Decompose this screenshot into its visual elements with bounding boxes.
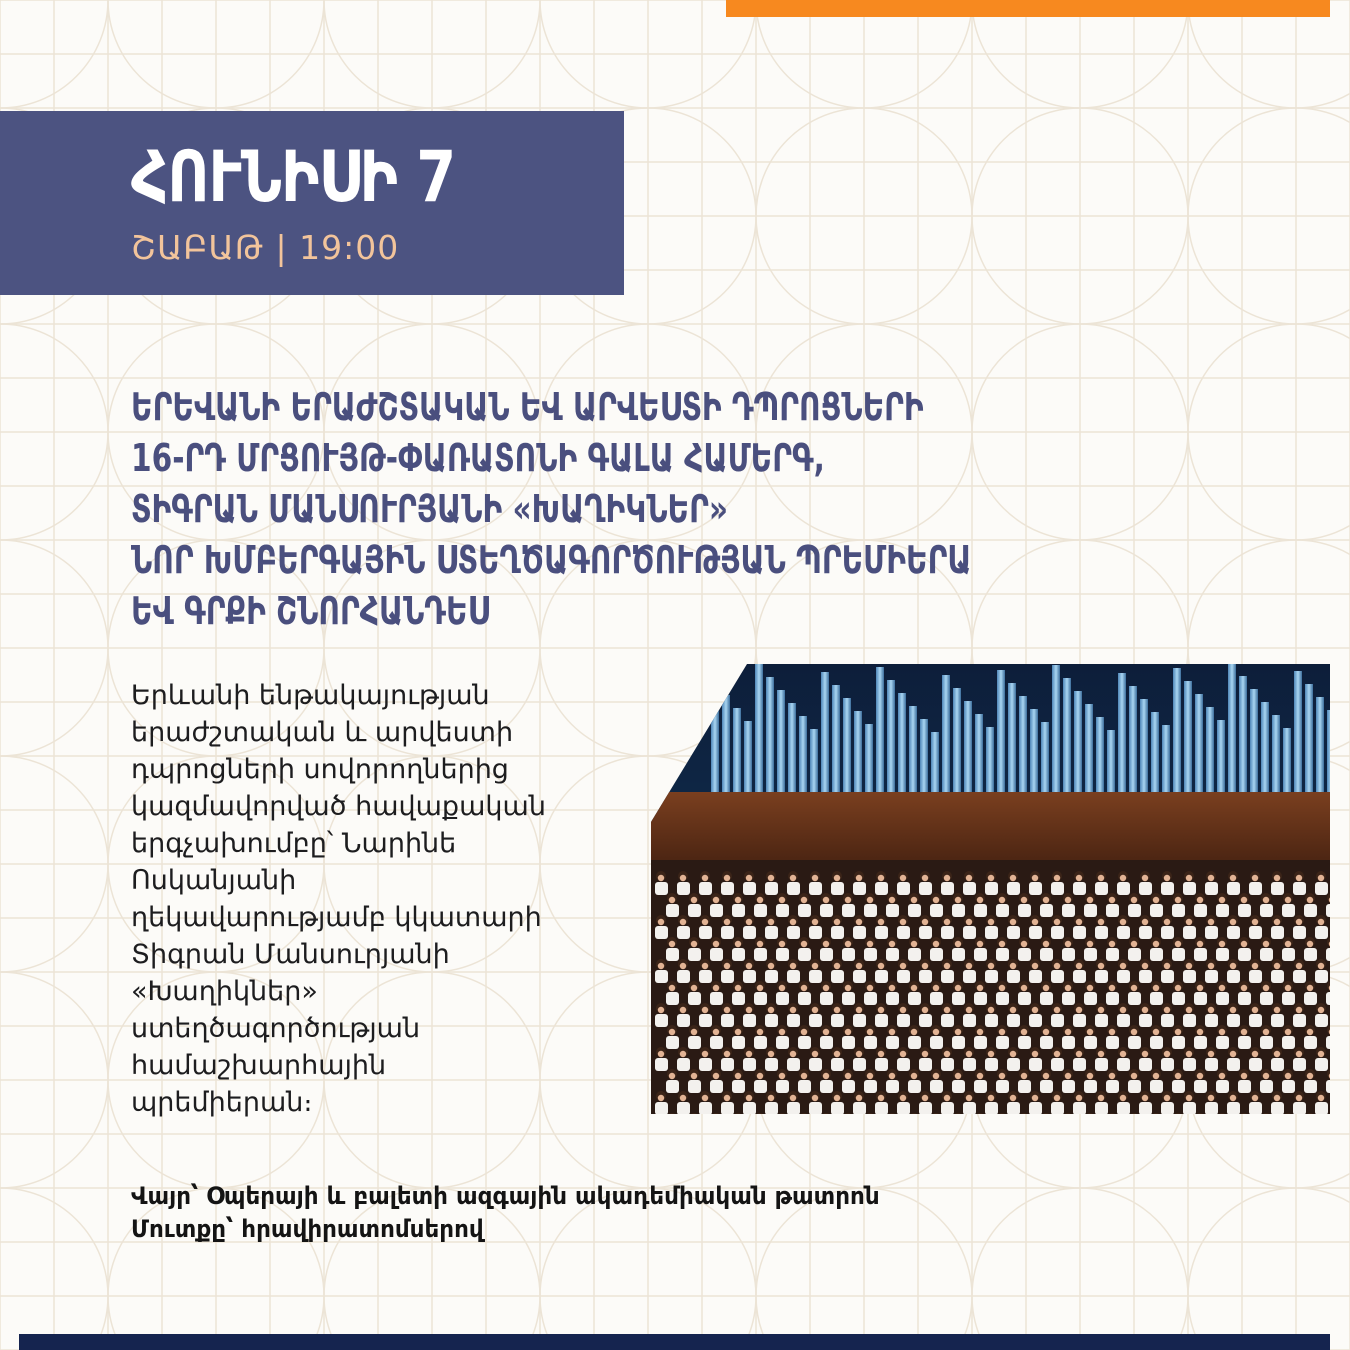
venue-info bbox=[131, 1180, 1031, 1246]
venue-place: Վայր՝ Օպերայի և բալետի ազգային ակադեմիական թատրոն bbox=[131, 1182, 880, 1210]
bottom-accent-bar bbox=[19, 1334, 1330, 1350]
choir-concert-photo bbox=[651, 664, 1330, 1114]
description-line: Երևանի ենթակայության bbox=[131, 680, 490, 711]
event-description bbox=[131, 677, 631, 1121]
description-line: երաժշտական և արվեստի bbox=[131, 717, 514, 748]
event-date: ՀՈՒՆԻՍԻ 7 bbox=[131, 136, 456, 218]
date-banner bbox=[0, 111, 624, 295]
description-line: երգչախումբը՝ Նարինե bbox=[131, 828, 457, 859]
description-line: դպրոցների սովորողներից bbox=[131, 754, 509, 785]
headline-line: ԵՎ ԳՐՔԻ ՇՆՈՐՀԱՆԴԵՍ bbox=[131, 589, 490, 633]
description-line: համաշխարհային bbox=[131, 1050, 387, 1081]
description-line: ղեկավարությամբ կկատարի bbox=[131, 902, 542, 933]
headline-line: 16-ՐԴ ՄՐՑՈՒՅԹ-ՓԱՌԱՏՈՆԻ ԳԱԼԱ ՀԱՄԵՐԳ, bbox=[131, 436, 825, 480]
top-accent-bar bbox=[726, 0, 1330, 17]
event-day-time: ՇԱԲԱԹ | 19:00 bbox=[131, 228, 400, 267]
headline-line: ԵՐԵՎԱՆԻ ԵՐԱԺՇՏԱԿԱՆ ԵՎ ԱՐՎԵՍՏԻ ԴՊՐՈՑՆԵՐԻ bbox=[131, 385, 924, 429]
description-line: Ոսկանյանի bbox=[131, 865, 297, 896]
headline-line: ՏԻԳՐԱՆ ՄԱՆՍՈՒՐՅԱՆԻ «ԽԱՂԻԿՆԵՐ» bbox=[131, 487, 729, 531]
description-line: Տիգրան Մանսուրյանի bbox=[131, 939, 450, 970]
description-line: պրեմիերան։ bbox=[131, 1087, 313, 1118]
description-line: «Խաղիկներ» bbox=[131, 976, 318, 1007]
description-line: ստեղծագործության bbox=[131, 1013, 421, 1044]
headline-line: ՆՈՐ ԽՄԲԵՐԳԱՅԻՆ ՍՏԵՂԾԱԳՈՐԾՈՒԹՅԱՆ ՊՐԵՄԻԵՐԱ bbox=[131, 538, 972, 582]
venue-entry: Մուտքը՝ հրավիրատոմսերով bbox=[131, 1215, 484, 1243]
description-line: կազմավորված հավաքական bbox=[131, 791, 546, 822]
event-headline bbox=[131, 382, 1031, 637]
